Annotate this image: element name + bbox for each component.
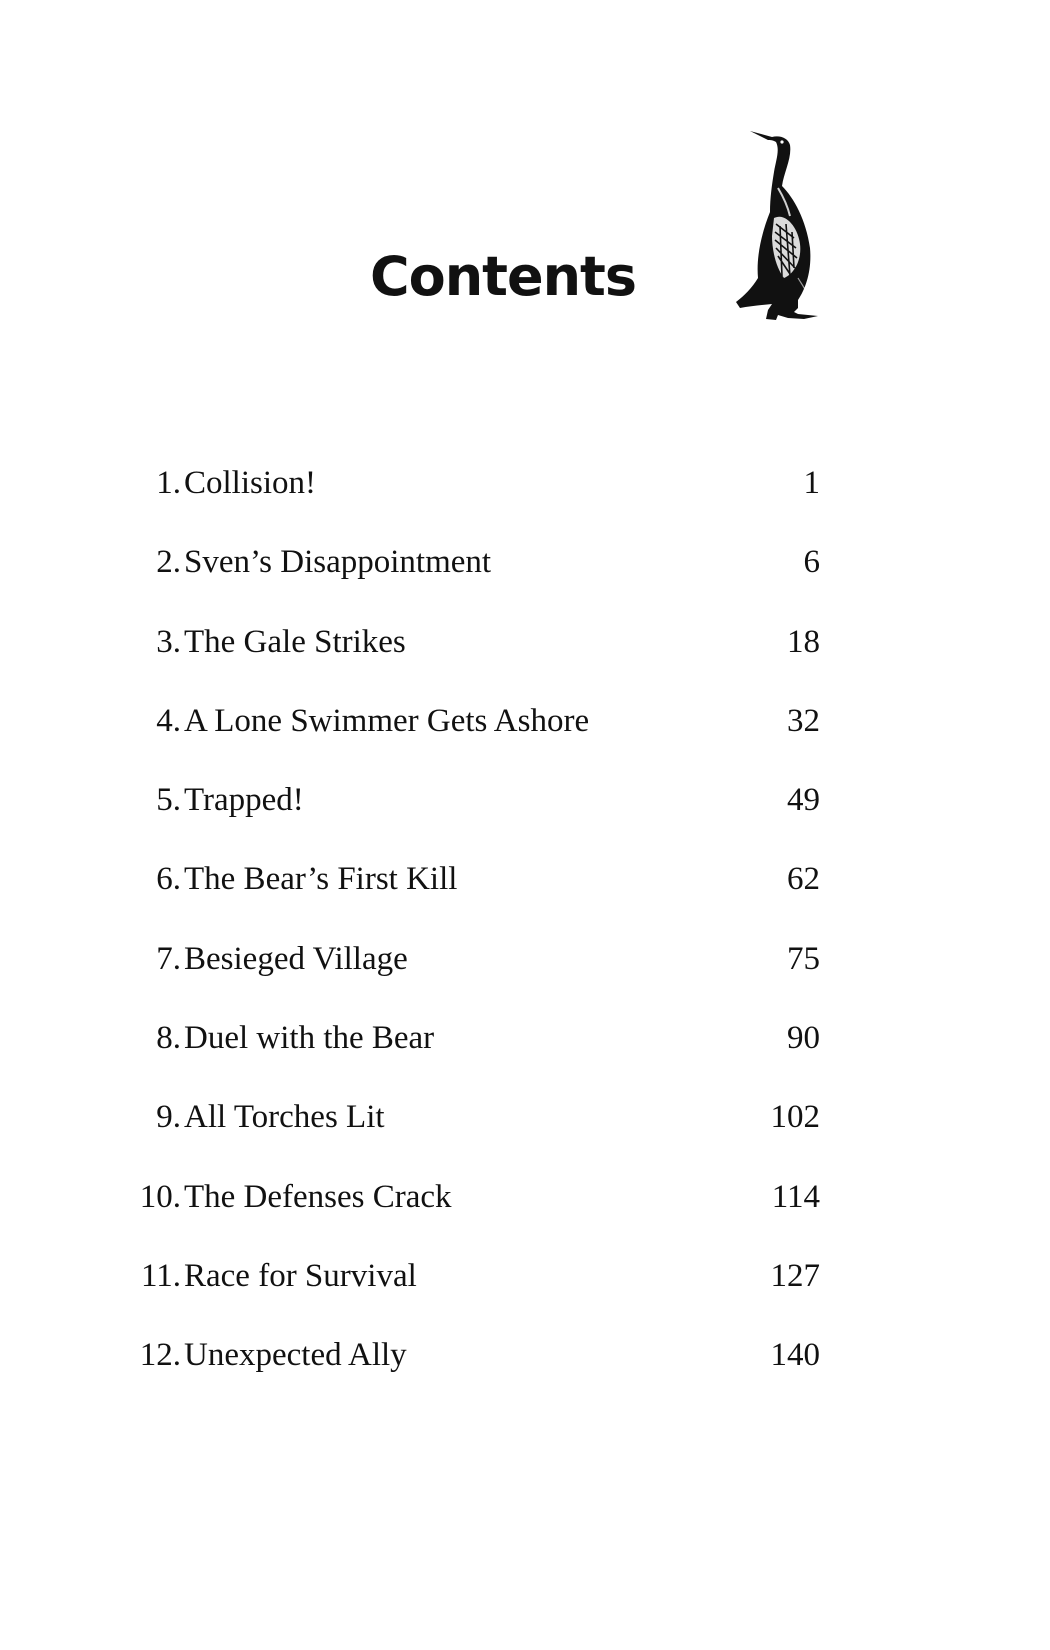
page-number: 102 <box>770 1099 820 1136</box>
chapter-title: Collision! <box>184 465 317 501</box>
page-number: 140 <box>770 1337 820 1374</box>
page-number: 1 <box>803 465 820 501</box>
chapter-title: Race for Survival <box>184 1257 417 1294</box>
chapter-number: 8. <box>156 1020 181 1057</box>
toc-entry <box>0 451 1050 530</box>
page-number: 62 <box>787 861 820 898</box>
chapter-title: Trapped! <box>184 782 304 819</box>
chapter-number: 5. <box>156 782 181 819</box>
page-number: 114 <box>771 1178 820 1215</box>
chapter-number: 12. <box>139 1337 181 1374</box>
chapter-number: 6. <box>156 861 181 898</box>
toc-entry <box>0 1006 1050 1085</box>
page-number: 127 <box>770 1257 820 1294</box>
page-number: 75 <box>787 940 820 977</box>
chapter-number: 11. <box>140 1257 181 1294</box>
toc-entry <box>0 689 1050 768</box>
toc-entry <box>0 847 1050 926</box>
chapter-number: 3. <box>156 623 181 660</box>
chapter-title: All Torches Lit <box>184 1099 385 1136</box>
chapter-number: 10. <box>139 1178 181 1215</box>
chapter-title: A Lone Swimmer Gets Ashore <box>184 702 590 739</box>
chapter-title: Sven’s Disappointment <box>184 544 492 581</box>
toc-entry <box>0 1165 1050 1244</box>
cormorant-bird-icon <box>728 128 828 328</box>
toc-entry <box>0 1085 1050 1164</box>
chapter-number: 7. <box>156 940 181 977</box>
chapter-number: 1. <box>156 465 181 501</box>
toc-entry <box>0 927 1050 1006</box>
chapter-number: 4. <box>156 702 181 739</box>
toc-entry <box>0 1323 1050 1402</box>
toc-entry <box>0 1244 1050 1323</box>
page-title: Contents <box>370 245 637 308</box>
page-number: 18 <box>787 623 820 660</box>
toc-entry <box>0 610 1050 689</box>
chapter-number: 2. <box>156 544 181 581</box>
chapter-title: The Defenses Crack <box>184 1178 452 1215</box>
chapter-title: Duel with the Bear <box>184 1020 435 1057</box>
page-number: 32 <box>787 702 820 739</box>
table-of-contents <box>0 451 1050 1403</box>
chapter-title: The Bear’s First Kill <box>184 861 458 898</box>
chapter-number: 9. <box>156 1099 181 1136</box>
page-number: 6 <box>803 544 820 581</box>
page-number: 49 <box>787 782 820 819</box>
toc-entry <box>0 530 1050 609</box>
chapter-title: Besieged Village <box>184 940 408 977</box>
chapter-title: Unexpected Ally <box>184 1337 407 1374</box>
chapter-title: The Gale Strikes <box>184 623 406 660</box>
toc-entry <box>0 768 1050 847</box>
page-number: 90 <box>787 1020 820 1057</box>
